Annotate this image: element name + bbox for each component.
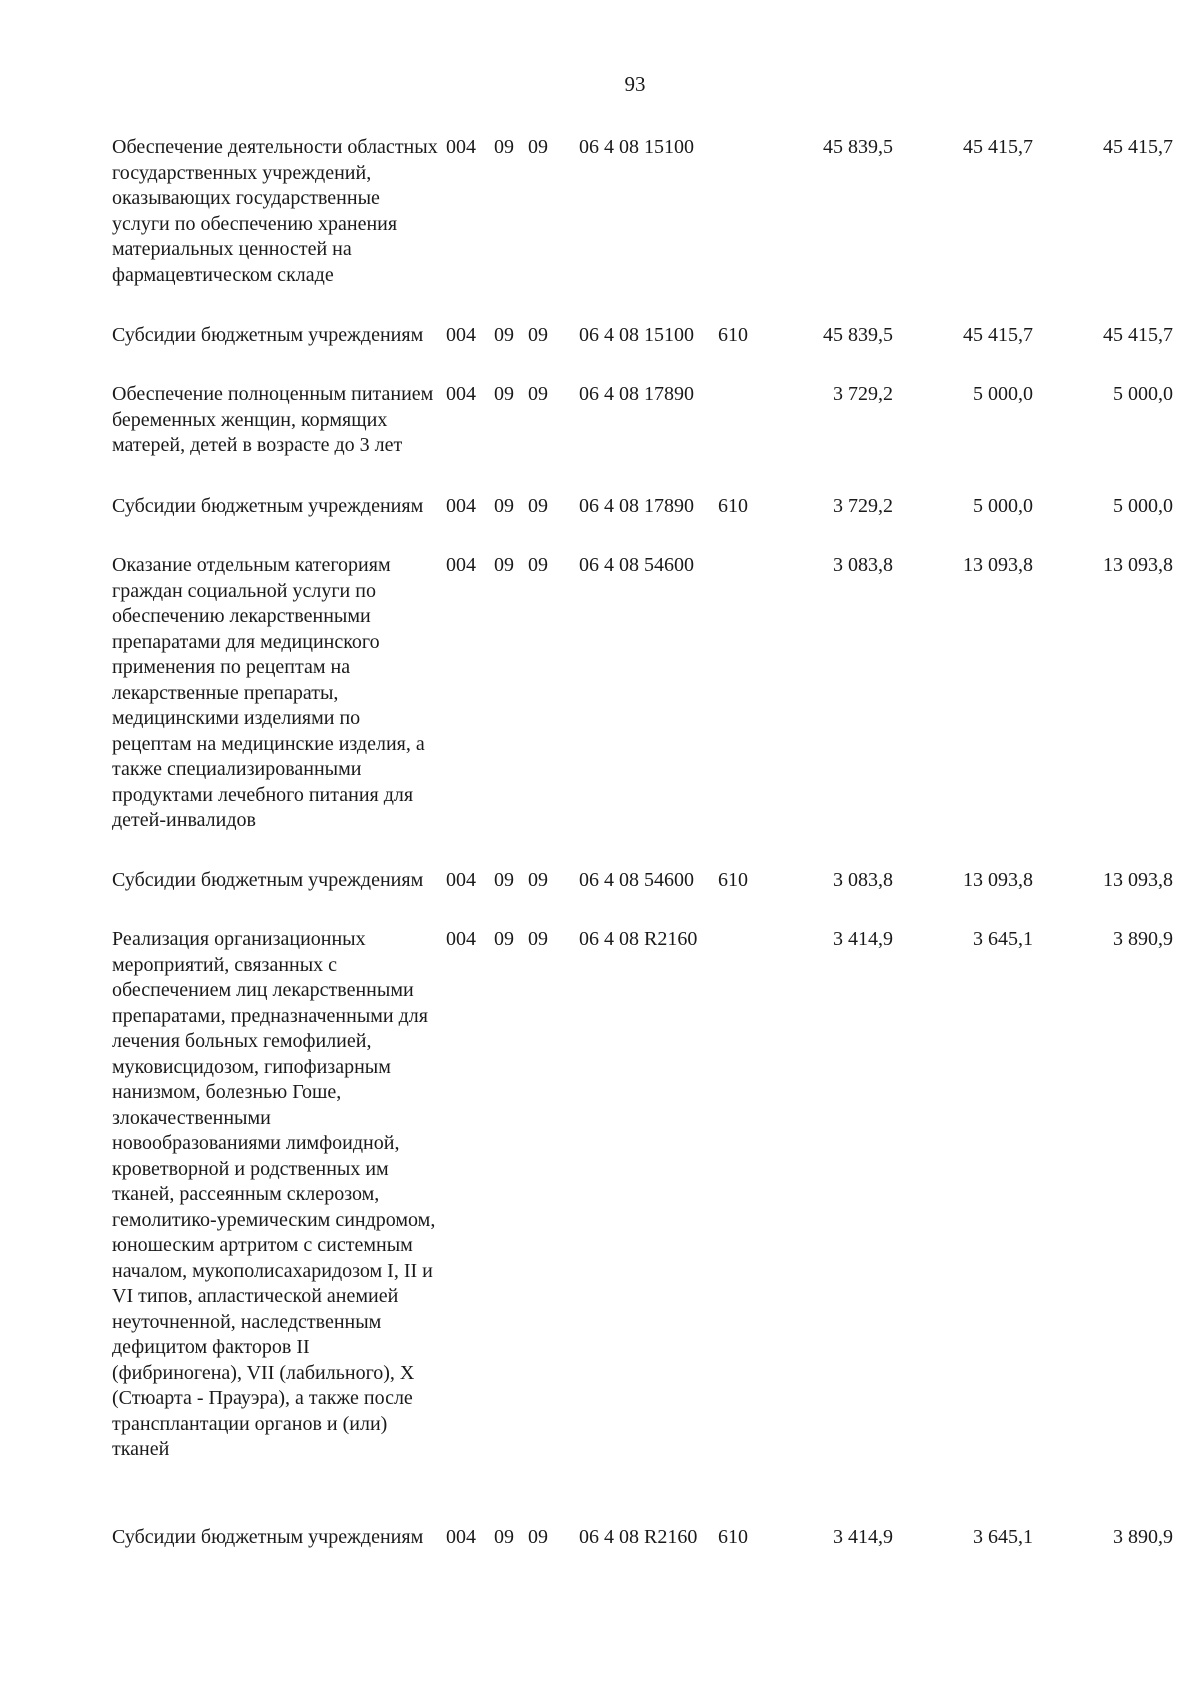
cell-amount-year-1: 3 414,9 [833,928,893,950]
cell-amount-year-3: 3 890,9 [1113,928,1173,950]
cell-subsection: 09 [528,1526,548,1548]
cell-expense-type: 610 [718,495,748,517]
cell-amount-year-3: 5 000,0 [1113,383,1173,405]
row-name: Оказание отдельным категориям граждан социальной услуги по обеспечению лекарственными препаратами для медицинского применения по рецептам на лекарственные препараты, медицинскими изделиями по рецептам на медицинские изделия, а также специализированными продуктами лечебного питания для детей-инвалидов [112,554,425,831]
cell-subsection: 09 [528,136,548,158]
cell-ministry-code: 004 [446,869,476,891]
cell-amount-year-3: 45 415,7 [1103,324,1173,346]
cell-amount-year-1: 45 839,5 [823,324,893,346]
cell-subsection: 09 [528,928,548,950]
cell-amount-year-2: 13 093,8 [963,869,1033,891]
cell-amount-year-1: 3 729,2 [833,383,893,405]
row-name: Субсидии бюджетным учреждениям [112,1526,424,1548]
cell-amount-year-2: 5 000,0 [973,383,1033,405]
row-name: Реализация организационных мероприятий, связанных с обеспечением лиц лекарственными препаратами, предназначенными для лечения больных гемофилией, муковисцидозом, гипофизарным нанизмом, болезнью Гоше, злокачественными новообразованиями лимфоидной, кроветворной и родственных им тканей, рассеянным склерозом, гемолитико-уремическим синдромом, юношеским артритом с системным началом, мукополисахаридозом I, II и VI типов, апластической анемией неуточненной, наследственным дефицитом факторов II (фибриногена), VII (лабильного), X (Стюарта - Прауэра), а также после трансплантации органов и (или) тканей [112,928,436,1460]
cell-amount-year-2: 45 415,7 [963,324,1033,346]
page-number: 93 [624,72,646,96]
cell-amount-year-3: 13 093,8 [1103,554,1173,576]
cell-ministry-code: 004 [446,495,476,517]
cell-section: 09 [494,495,514,517]
cell-section: 09 [494,869,514,891]
row-name: Субсидии бюджетным учреждениям [112,869,424,891]
cell-amount-year-1: 3 729,2 [833,495,893,517]
cell-ministry-code: 004 [446,928,476,950]
cell-subsection: 09 [528,869,548,891]
cell-target-article: 06 4 08 17890 [579,383,694,405]
cell-section: 09 [494,383,514,405]
cell-target-article: 06 4 08 54600 [579,554,694,576]
cell-amount-year-2: 5 000,0 [973,495,1033,517]
cell-amount-year-2: 3 645,1 [973,928,1033,950]
row-name: Обеспечение полноценным питанием беременных женщин, кормящих матерей, детей в возрасте до 3 лет [112,383,434,456]
cell-section: 09 [494,136,514,158]
cell-target-article: 06 4 08 R2160 [579,1526,698,1548]
cell-target-article: 06 4 08 54600 [579,869,694,891]
cell-amount-year-3: 45 415,7 [1103,136,1173,158]
cell-ministry-code: 004 [446,383,476,405]
cell-amount-year-1: 3 083,8 [833,869,893,891]
cell-section: 09 [494,1526,514,1548]
cell-amount-year-3: 3 890,9 [1113,1526,1173,1548]
cell-amount-year-1: 45 839,5 [823,136,893,158]
cell-amount-year-1: 3 083,8 [833,554,893,576]
cell-expense-type: 610 [718,1526,748,1548]
cell-target-article: 06 4 08 17890 [579,495,694,517]
cell-amount-year-2: 3 645,1 [973,1526,1033,1548]
cell-subsection: 09 [528,383,548,405]
cell-amount-year-2: 45 415,7 [963,136,1033,158]
cell-ministry-code: 004 [446,1526,476,1548]
cell-subsection: 09 [528,495,548,517]
row-name: Субсидии бюджетным учреждениям [112,324,424,346]
cell-ministry-code: 004 [446,554,476,576]
cell-section: 09 [494,324,514,346]
cell-target-article: 06 4 08 15100 [579,136,694,158]
cell-amount-year-3: 13 093,8 [1103,869,1173,891]
cell-ministry-code: 004 [446,324,476,346]
cell-subsection: 09 [528,324,548,346]
cell-ministry-code: 004 [446,136,476,158]
cell-amount-year-1: 3 414,9 [833,1526,893,1548]
cell-section: 09 [494,928,514,950]
cell-target-article: 06 4 08 R2160 [579,928,698,950]
cell-expense-type: 610 [718,869,748,891]
cell-section: 09 [494,554,514,576]
cell-amount-year-2: 13 093,8 [963,554,1033,576]
cell-amount-year-3: 5 000,0 [1113,495,1173,517]
cell-subsection: 09 [528,554,548,576]
row-name: Субсидии бюджетным учреждениям [112,495,424,517]
cell-expense-type: 610 [718,324,748,346]
cell-target-article: 06 4 08 15100 [579,324,694,346]
row-name: Обеспечение деятельности областных государственных учреждений, оказывающих государственные услуги по обеспечению хранения материальных ценностей на фармацевтическом складе [112,136,438,286]
